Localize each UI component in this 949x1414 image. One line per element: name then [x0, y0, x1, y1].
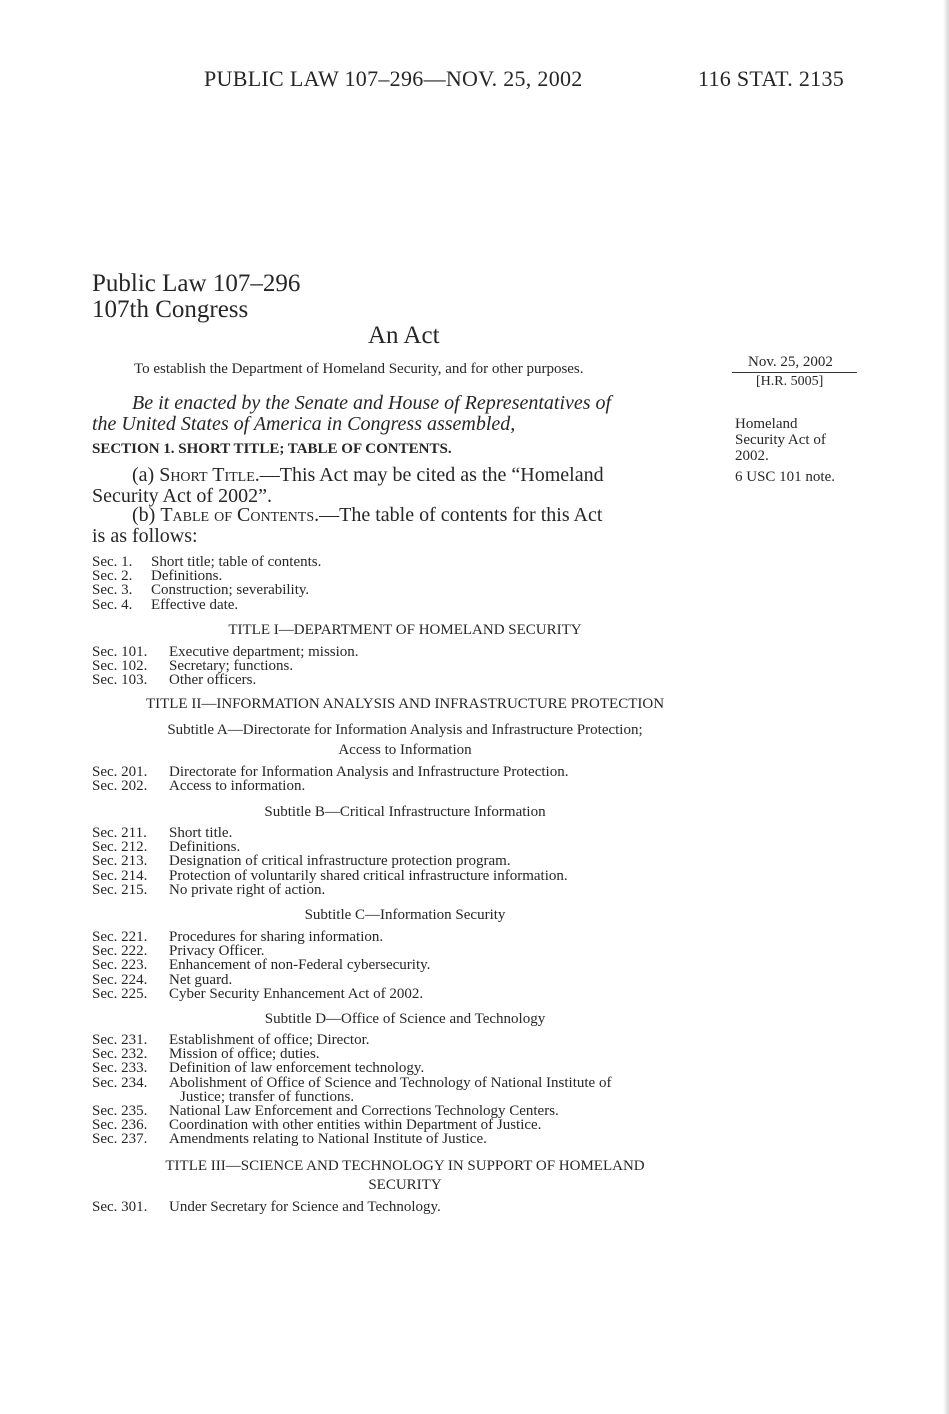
running-header-right: 116 STAT. 2135: [698, 66, 845, 91]
list-item: Sec. 235. National Law Enforcement and Corrections Technology Centers.: [92, 1102, 559, 1119]
list-item: Sec. 237. Amendments relating to National Institute of Justice.: [92, 1131, 487, 1148]
list-item: Sec. 213. Designation of critical infrastructure protection program.: [92, 853, 511, 870]
public-law-number: Public Law 107–296: [92, 270, 301, 297]
subsection-a-text: .—This Act may be cited as the “Homeland: [254, 464, 604, 486]
toc-subtitle-d-heading: Subtitle D—Office of Science and Technology: [264, 1011, 546, 1027]
enacting-clause-line2: the United States of America in Congress assembled,: [92, 413, 516, 435]
list-item: Sec. 231. Establishment of office; Director.: [92, 1032, 370, 1048]
toc-title-3-heading-line1: TITLE III—SCIENCE AND TECHNOLOGY IN SUPPORT OF HOMELAND: [165, 1158, 645, 1174]
page-edge-shadow: [943, 0, 949, 1414]
list-item: Sec. 211. Short title.: [92, 825, 233, 841]
list-item: Sec. 4. Effective date.: [92, 596, 239, 613]
congress-number: 107th Congress: [92, 296, 249, 323]
list-item: Sec. 232. Mission of office; duties.: [92, 1046, 320, 1063]
margin-note-short-title: Homeland Security Act of 2002.: [735, 416, 826, 464]
subsection-a-label: (a): [132, 464, 160, 486]
running-header-left: PUBLIC LAW 107–296—NOV. 25, 2002: [204, 66, 583, 91]
toc-subtitle-a-line1: Subtitle A—Directorate for Information Analysis and Infrastructure Protection;: [167, 722, 643, 738]
subsection-a-line1: [132, 465, 604, 486]
toc-subtitle-c-list: [92, 930, 430, 1001]
subsection-b-line1: [132, 505, 602, 526]
list-item: Sec. 214. Protection of voluntarily shared critical infrastructure information.: [92, 867, 568, 884]
toc-title-3-heading-line2: SECURITY: [368, 1177, 442, 1193]
list-item: Sec. 212. Definitions.: [92, 839, 241, 856]
list-item: Sec. 221. Procedures for sharing information.: [92, 929, 384, 945]
toc-title-3-list: [92, 1200, 441, 1214]
subsection-b-text: .—The table of contents for this Act: [314, 504, 603, 526]
margin-date: Nov. 25, 2002: [748, 354, 833, 370]
list-item: Sec. 301. Under Secretary for Science and Technology.: [92, 1199, 441, 1215]
list-item: Sec. 1. Short title; table of contents.: [92, 554, 322, 570]
margin-divider: [732, 372, 857, 373]
subsection-a-caption: Short Title: [159, 464, 255, 486]
list-item: Sec. 215. No private right of action.: [92, 881, 326, 898]
margin-bill-number: [H.R. 5005]: [756, 374, 824, 389]
list-item: Sec. 3. Construction; severability.: [92, 582, 310, 599]
toc-intro-list: [92, 555, 321, 612]
list-item: Sec. 201. Directorate for Information Analysis and Infrastructure Protection.: [92, 764, 569, 780]
list-item: Justice; transfer of functions.: [180, 1088, 355, 1105]
list-item: Sec. 2. Definitions.: [92, 568, 223, 585]
subsection-b-caption: Table of Contents: [160, 504, 315, 526]
list-item: Sec. 103. Other officers.: [92, 672, 257, 689]
act-purpose: To establish the Department of Homeland Security, and for other purposes.: [134, 361, 584, 377]
list-item: Sec. 225. Cyber Security Enhancement Act of 2002.: [92, 985, 424, 1002]
list-item: Sec. 222. Privacy Officer.: [92, 943, 265, 960]
subsection-a-line2: Security Act of 2002”.: [92, 485, 272, 507]
list-item: Sec. 236. Coordination with other entities within Department of Justice.: [92, 1117, 542, 1134]
toc-subtitle-b-heading: Subtitle B—Critical Infrastructure Information: [264, 804, 546, 820]
toc-title-1-list: [92, 645, 359, 688]
toc-subtitle-b-list: [92, 826, 568, 897]
list-item: Sec. 102. Secretary; functions.: [92, 658, 294, 675]
subsection-b-line2: is as follows:: [92, 525, 198, 547]
toc-subtitle-a-line2: Access to Information: [338, 742, 472, 758]
list-item: Sec. 101. Executive department; mission.: [92, 644, 359, 660]
toc-subtitle-a-list: [92, 765, 568, 793]
list-item: Sec. 234. Abolishment of Office of Science and Technology of National Institute of: [92, 1074, 612, 1091]
list-item: Sec. 233. Definition of law enforcement technology.: [92, 1060, 425, 1077]
act-title: An Act: [368, 322, 440, 349]
margin-note-usc: 6 USC 101 note.: [735, 469, 836, 485]
toc-title-2-heading: TITLE II—INFORMATION ANALYSIS AND INFRASTRUCTURE PROTECTION: [145, 696, 665, 712]
toc-subtitle-c-heading: Subtitle C—Information Security: [304, 907, 506, 923]
list-item: Sec. 224. Net guard.: [92, 971, 233, 988]
toc-subtitle-d-list: [92, 1033, 611, 1147]
list-item: Sec. 223. Enhancement of non-Federal cybersecurity.: [92, 957, 431, 974]
toc-title-1-heading: TITLE I—DEPARTMENT OF HOMELAND SECURITY: [228, 622, 582, 638]
section1-heading: SECTION 1. SHORT TITLE; TABLE OF CONTENTS.: [92, 441, 452, 457]
list-item: Sec. 202. Access to information.: [92, 778, 306, 795]
subsection-b-label: (b): [132, 504, 161, 526]
enacting-clause-line1: Be it enacted by the Senate and House of Representatives of: [132, 392, 612, 414]
